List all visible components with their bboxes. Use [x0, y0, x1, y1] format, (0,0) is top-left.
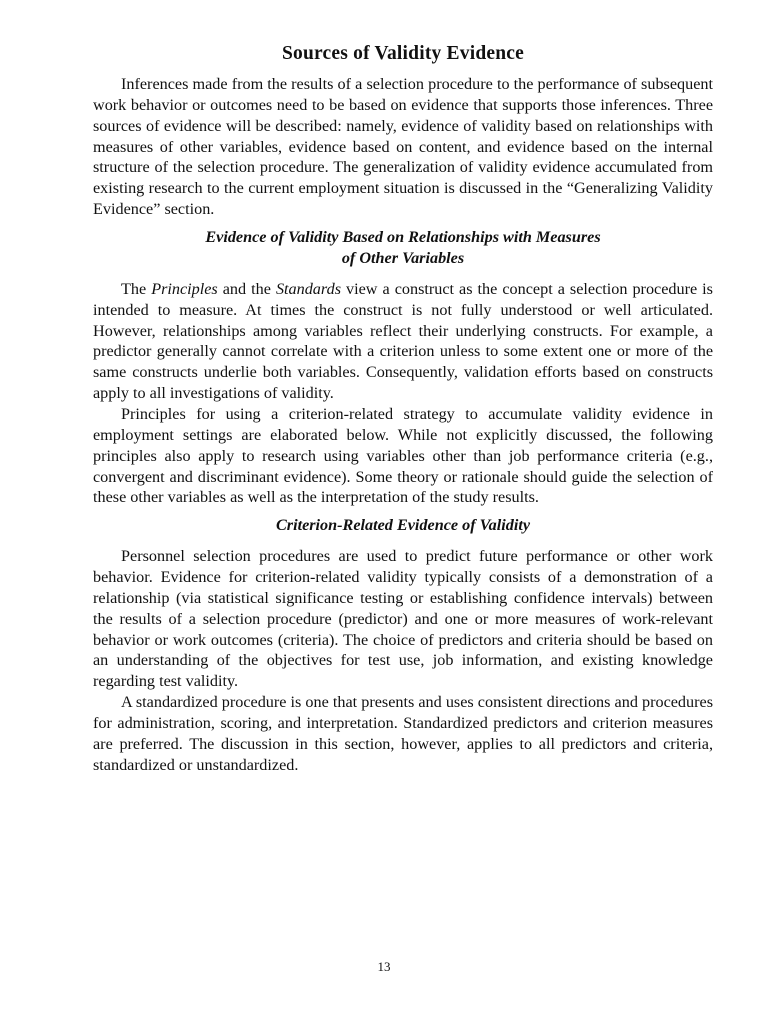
section-heading-criterion: Criterion-Related Evidence of Validity: [275, 516, 531, 535]
relationships-paragraph-1: [93, 279, 713, 404]
page-title: Sources of Validity Evidence: [282, 43, 524, 64]
text-run: The: [121, 279, 152, 298]
section-heading-line-2: of Other Variables: [341, 248, 465, 267]
page-number: 13: [377, 959, 391, 974]
document-page: [93, 40, 713, 775]
text-run: view a construct as the concept a selection procedure is intended to measure. At times the construct is not fully understood or well articulated. However, relationships among variables reflect their underlying constructs. For example, a predictor generally cannot correlate with a criterion unless to some extent one or more of the same constructs underlie both variables. Consequently, validation efforts based on constructs apply to all investigations of validity.: [93, 279, 713, 403]
standards-italic: Standards: [275, 279, 341, 298]
section-gap: [93, 220, 713, 227]
section-heading-relationships: [93, 227, 713, 269]
section-gap: [93, 508, 713, 515]
text-run: and the: [217, 279, 276, 298]
principles-italic: Principles: [151, 279, 218, 298]
section-gap: [93, 536, 713, 546]
section-gap: [93, 269, 713, 279]
criterion-paragraph-2: A standardized procedure is one that presents and uses consistent directions and procedures for administration, scoring, and interpretation. Standardized predictors and criterion measures are preferred. The discussion in this section, however, applies to all predictors and criteria, standardized or unstandardized.: [93, 693, 713, 774]
section-heading-line-1: Evidence of Validity Based on Relationships with Measures: [205, 227, 601, 246]
criterion-paragraph-1: Personnel selection procedures are used to predict future performance or other work behavior. Evidence for criterion-related validity typically consists of a demonstration of a relationship (via statistical significance testing or establishing confidence intervals) between the results of a selection procedure (predictor) and one or more measures of work-relevant behavior or work outcomes (criteria). The choice of predictors and criteria should be based on an understanding of the objectives for test use, job information, and existing knowledge regarding test validity.: [93, 547, 713, 691]
intro-paragraph: Inferences made from the results of a selection procedure to the performance of subsequent work behavior or outcomes need to be based on evidence that supports those inferences. Three sources of evidence will be described: namely, evidence of validity based on relationships with measures of other variables, evidence based on content, and evidence based on the internal structure of the selection procedure. The generalization of validity evidence accumulated from existing research to the current employment situation is discussed in the “Generalizing Validity Evidence” section.: [93, 75, 713, 219]
relationships-paragraph-2: Principles for using a criterion-related strategy to accumulate validity evidence in employment settings are elaborated below. While not explicitly discussed, the following principles also apply to research using variables other than job performance criteria (e.g., convergent and discriminant evidence). Some theory or rationale should guide the selection of these other variables as well as the interpretation of the study results.: [93, 404, 713, 507]
